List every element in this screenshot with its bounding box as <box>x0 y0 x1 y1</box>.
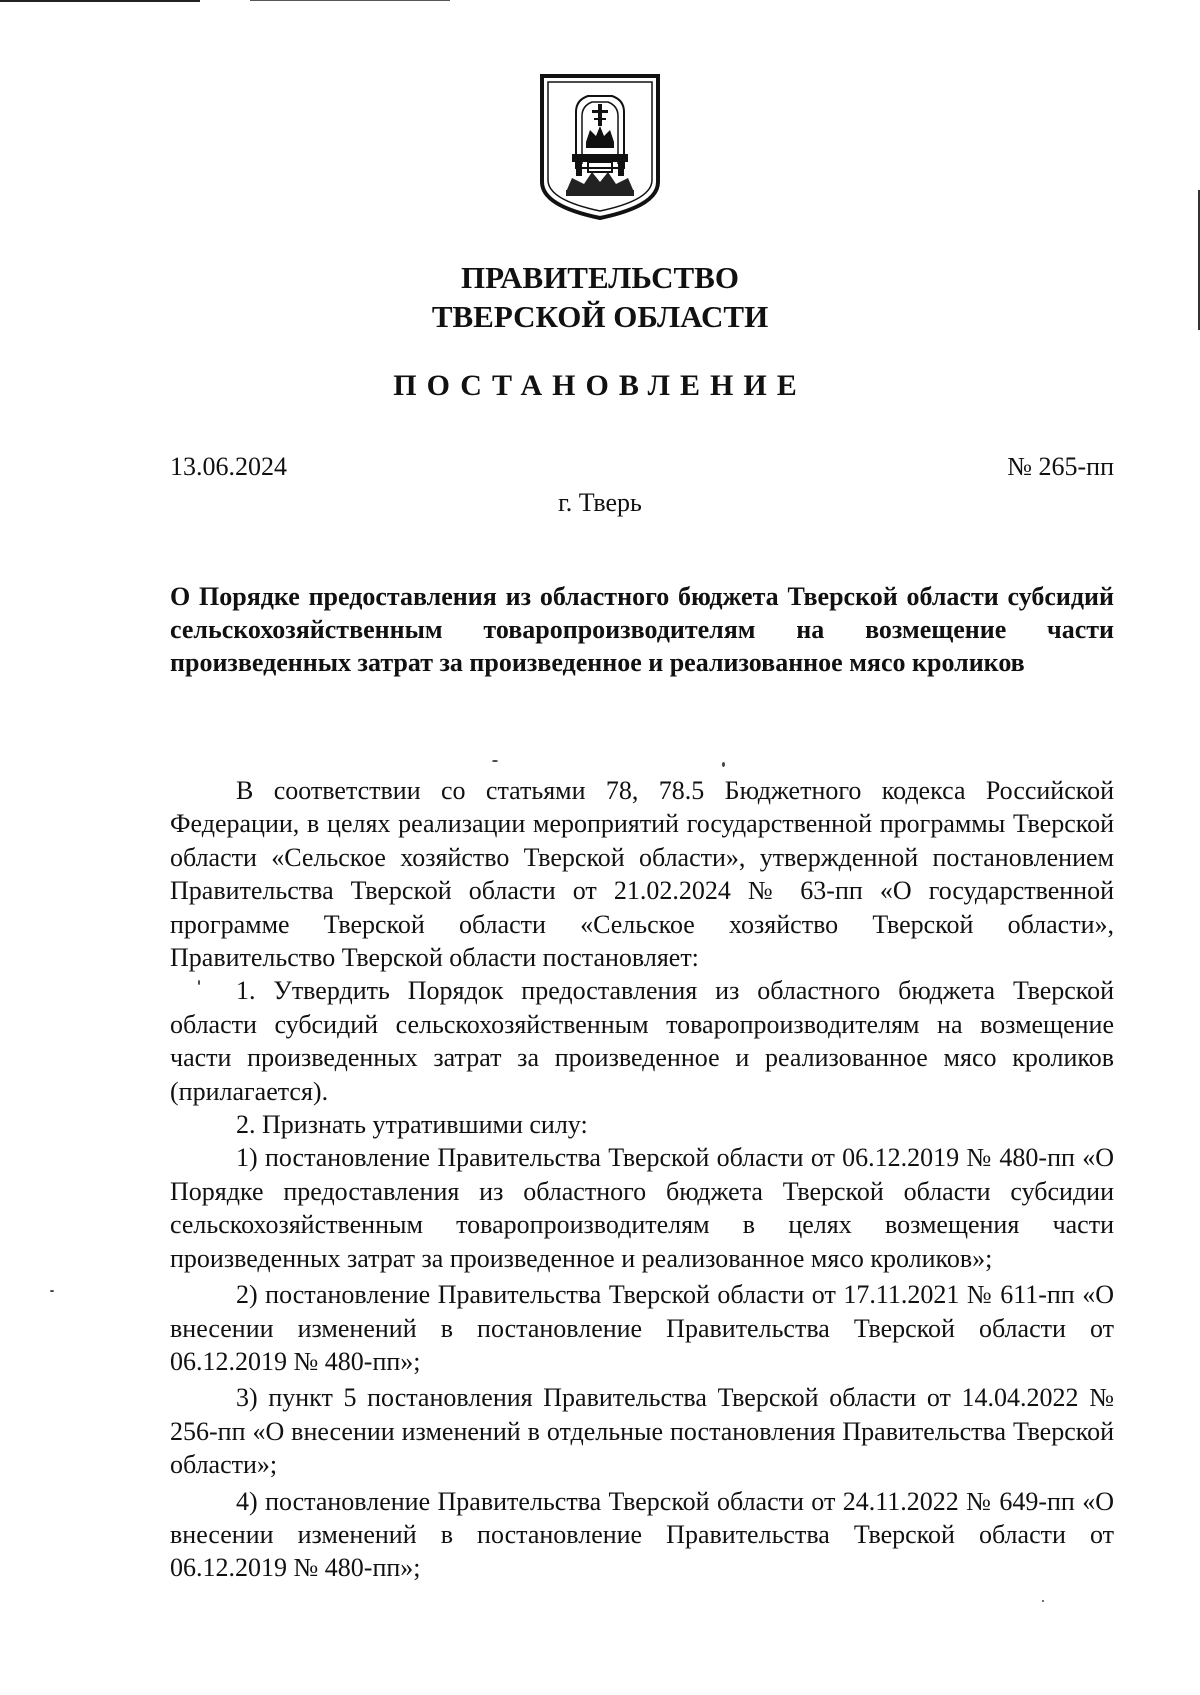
paragraph-subitem-2: 2) постановление Правительства Тверской области от 17.11.2021 № 611-пп «О внесении изменений в постановление Правительства Тверской области от 06.12.2019 № 480-пп»; <box>170 1280 1114 1376</box>
tver-region-coat-of-arms-icon <box>536 72 664 222</box>
document-date: 13.06.2024 <box>170 452 287 481</box>
gov-title-line2: ТВЕРСКОЙ ОБЛАСТИ <box>431 299 769 334</box>
scan-speck <box>722 762 725 767</box>
document-body <box>170 774 1114 1585</box>
scan-speck <box>1042 1600 1044 1602</box>
paragraph-subitem-4: 4) постановление Правительства Тверской области от 24.11.2022 № 649-пп «О внесении изменений в постановление Правительства Тверской области от 06.12.2019 № 480-пп»; <box>170 1486 1114 1583</box>
document-city: г. Тверь <box>558 488 642 517</box>
scan-speck <box>492 760 498 762</box>
document-subject: О Порядке предоставления из областного бюджета Тверской области субсидий сельскохозяйственным товаропроизводителям на возмещение части произведенных затрат за произведенное и реализованное мясо кроликов <box>170 582 1114 677</box>
paragraph-item-1: 1. Утвердить Порядок предоставления из областного бюджета Тверской области субсидий сельскохозяйственным товаропроизводителям на возмещение части произведенных затрат за произведенное и реализованное мясо кроликов (прилагается). <box>170 976 1114 1106</box>
government-title <box>0 258 1200 336</box>
scan-speck <box>198 980 200 985</box>
document-type: ПОСТАНОВЛЕНИЕ <box>393 369 807 402</box>
paragraph-preamble: В соответствии со статьями 78, 78.5 Бюджетного кодекса Российской Федерации, в целях реализации мероприятий государственной программы Тверской области «Сельское хозяйство Тверской области», утвержденной постановлением Правительства Тверской области от 21.02.2024 № 63-пп «О государственной программе Тверской области «Сельское хозяйство Тверской области», Правительство Тверской области постановляет: <box>170 776 1114 973</box>
scan-edge-top-2 <box>250 0 450 1</box>
scan-speck <box>50 1290 54 1292</box>
paragraph-item-2: 2. Признать утратившими силу: <box>236 1110 588 1140</box>
paragraph-subitem-1: 1) постановление Правительства Тверской области от 06.12.2019 № 480-пп «О Порядке предоставления из областного бюджета Тверской области субсидии сельскохозяйственным товаропроизводителям в целях возмещения части произведенных затрат за произведенное и реализованное мясо кроликов»; <box>170 1143 1114 1273</box>
gov-title-line1: ПРАВИТЕЛЬСТВО <box>461 260 739 295</box>
document-number: № 265-пп <box>1007 452 1114 481</box>
scan-edge-top <box>0 0 200 2</box>
paragraph-subitem-3: 3) пункт 5 постановления Правительства Тверской области от 14.04.2022 № 256-пп «О внесении изменений в отдельные постановления Правительства Тверской области»; <box>170 1383 1114 1480</box>
